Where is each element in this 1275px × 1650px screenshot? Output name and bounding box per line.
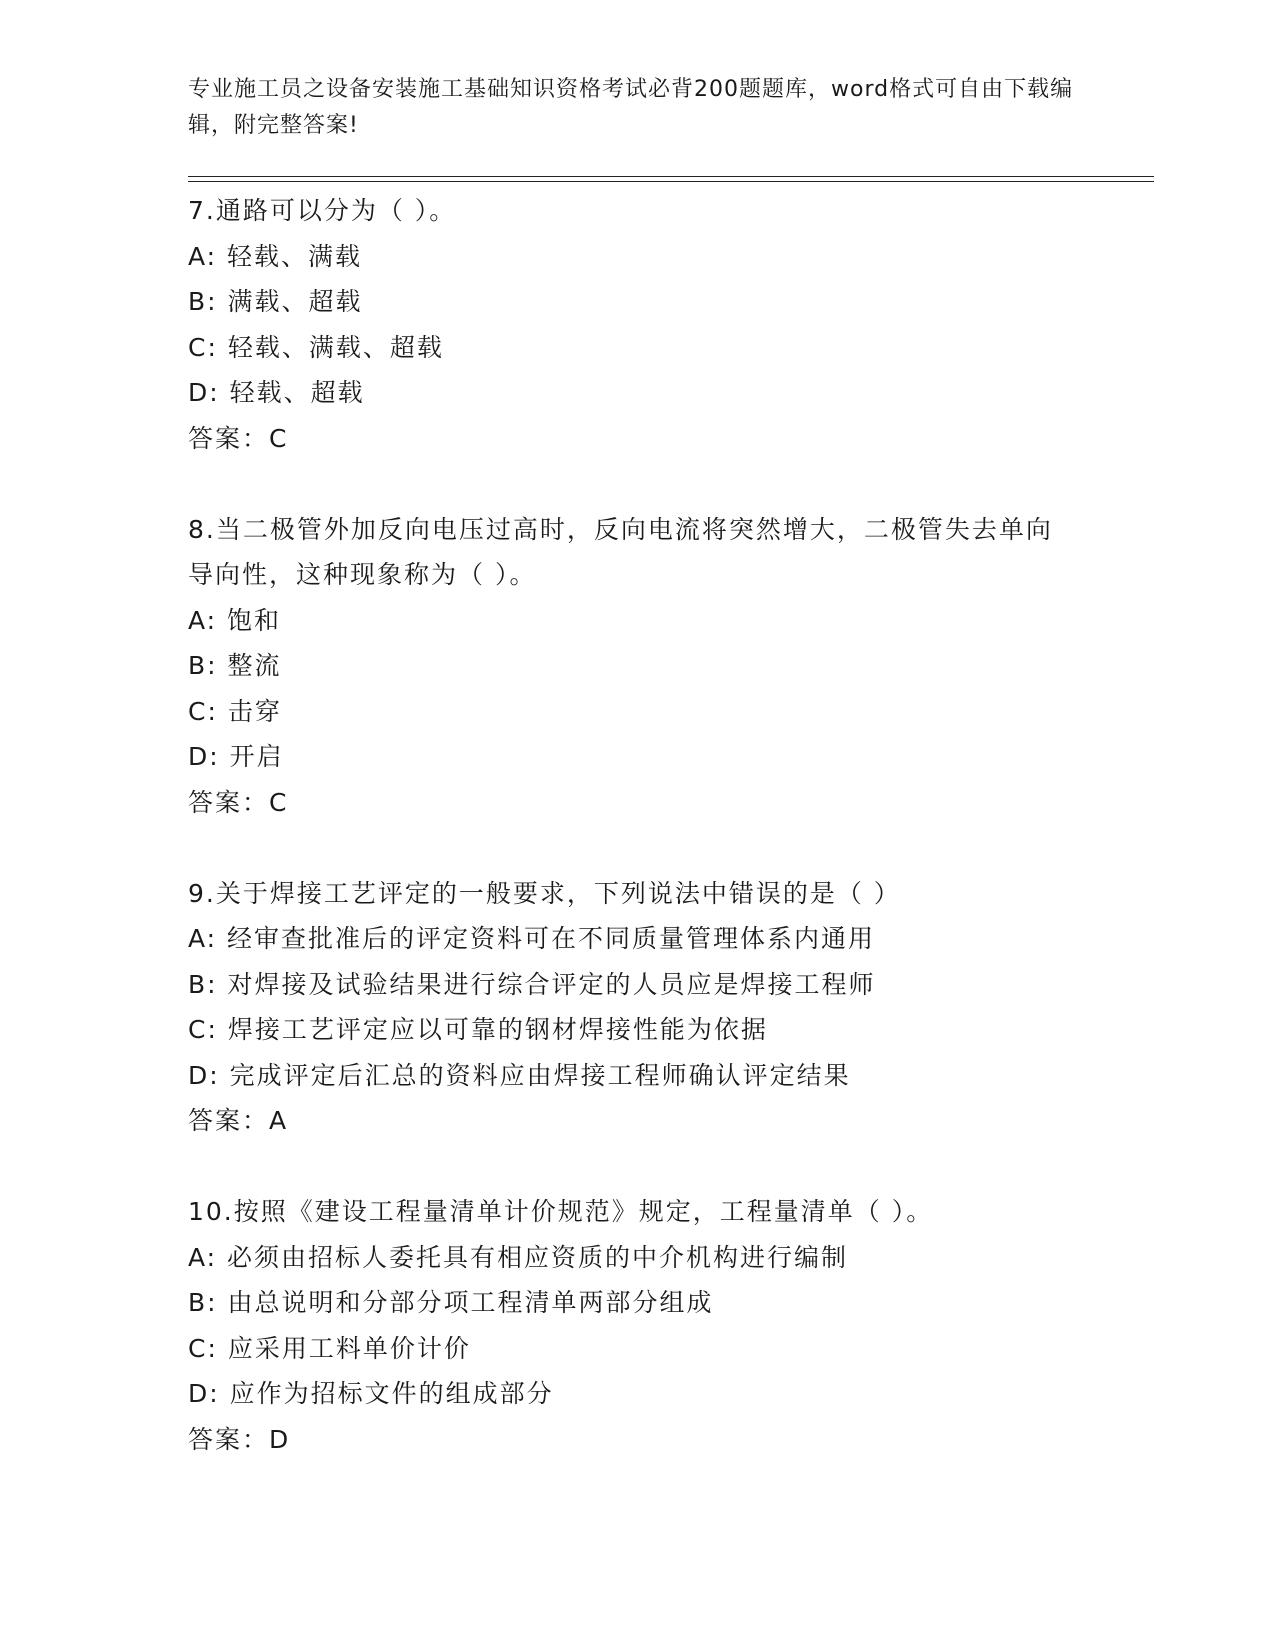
question-stem: 7.通路可以分为（ ）。	[188, 196, 457, 225]
answer: 答案：C	[188, 787, 289, 817]
question-7	[188, 188, 1128, 461]
question-list	[188, 188, 1128, 1462]
question-stem: 8.当二极管外加反向电压过高时，反向电流将突然增大，二极管失去单向导向性，这种现象称为（ ）。	[188, 514, 1053, 589]
option-d: D: 应作为招标文件的组成部分	[188, 1379, 554, 1408]
option-a: A: 必须由招标人委托具有相应资质的中介机构进行编制	[188, 1242, 849, 1272]
option-b: B: 满载、超载	[188, 287, 363, 316]
option-b: B: 对焊接及试验结果进行综合评定的人员应是焊接工程师	[188, 969, 876, 999]
header-rule-top	[188, 176, 1154, 177]
option-b: B: 由总说明和分部分项工程清单两部分组成	[188, 1288, 714, 1317]
option-c: C: 轻载、满载、超载	[188, 332, 444, 362]
spacer	[188, 825, 1128, 871]
spacer	[188, 461, 1128, 507]
question-8	[188, 507, 1128, 826]
answer: 答案：A	[188, 1106, 289, 1135]
question-10	[188, 1189, 1128, 1462]
question-stem: 10.按照《建设工程量清单计价规范》规定，工程量清单（ ）。	[188, 1197, 934, 1226]
option-a: A: 饱和	[188, 605, 282, 635]
option-a: A: 轻载、满载	[188, 241, 363, 271]
option-b: B: 整流	[188, 651, 282, 680]
option-c: C: 应采用工料单价计价	[188, 1333, 471, 1363]
answer: 答案：D	[188, 1424, 291, 1454]
document-header: 专业施工员之设备安装施工基础知识资格考试必背200题题库，word格式可自由下载编辑，附完整答案!	[188, 77, 1074, 138]
answer: 答案：C	[188, 423, 289, 453]
spacer	[188, 1144, 1128, 1190]
option-c: C: 焊接工艺评定应以可靠的钢材焊接性能为依据	[188, 1015, 768, 1044]
option-d: D: 开启	[188, 742, 284, 771]
option-d: D: 完成评定后汇总的资料应由焊接工程师确认评定结果	[188, 1060, 851, 1090]
header-rule-bottom	[188, 181, 1154, 182]
question-stem: 9.关于焊接工艺评定的一般要求，下列说法中错误的是（ ）	[188, 878, 901, 908]
option-a: A: 经审查批准后的评定资料可在不同质量管理体系内通用	[188, 924, 876, 953]
question-9	[188, 871, 1128, 1144]
option-d: D: 轻载、超载	[188, 378, 365, 407]
option-c: C: 击穿	[188, 696, 282, 726]
